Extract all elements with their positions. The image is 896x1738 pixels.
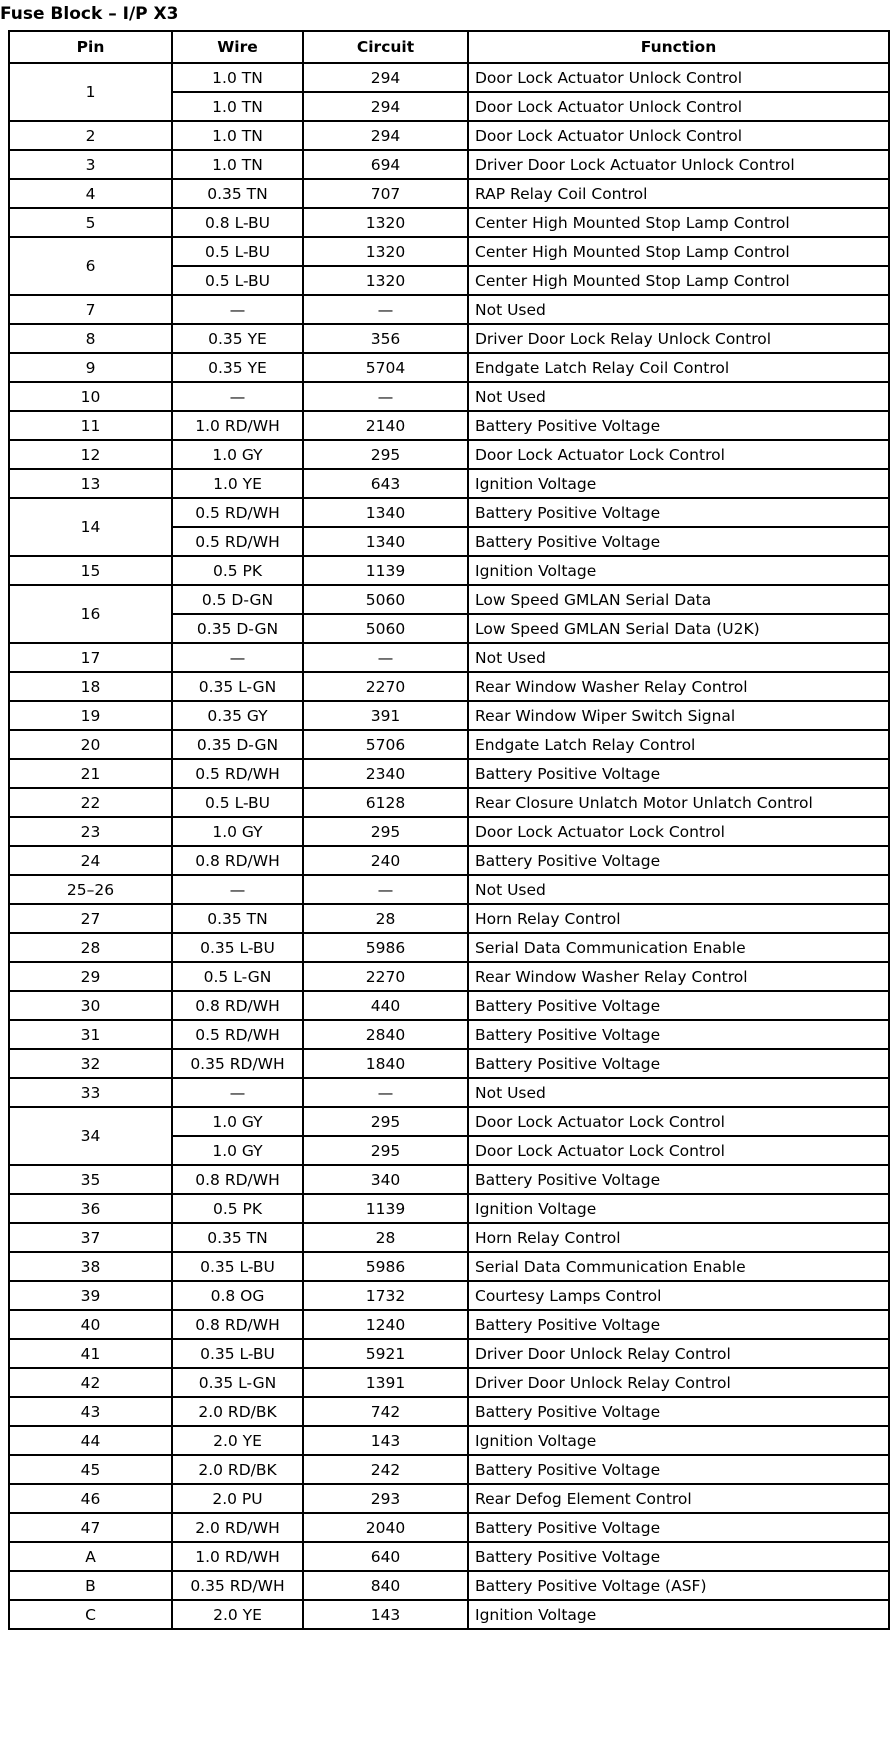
circuit-cell: 5704 (303, 353, 468, 382)
function-cell: Battery Positive Voltage (468, 1542, 889, 1571)
circuit-cell: 840 (303, 1571, 468, 1600)
pin-cell: 3 (9, 150, 172, 179)
wire-cell: 2.0 RD/BK (172, 1397, 303, 1426)
table-row (9, 904, 889, 933)
table-row (9, 121, 889, 150)
table-row (9, 846, 889, 875)
table-row (9, 759, 889, 788)
circuit-cell: 742 (303, 1397, 468, 1426)
circuit-cell: 1139 (303, 1194, 468, 1223)
pin-cell: 4 (9, 179, 172, 208)
wire-cell: 1.0 GY (172, 1107, 303, 1136)
table-row (9, 1455, 889, 1484)
table-row (9, 788, 889, 817)
wire-cell: 0.5 L-BU (172, 266, 303, 295)
wire-cell: 0.5 RD/WH (172, 759, 303, 788)
circuit-cell: 143 (303, 1426, 468, 1455)
wire-cell: 0.5 RD/WH (172, 1020, 303, 1049)
wire-cell: 0.8 RD/WH (172, 991, 303, 1020)
pin-cell: 28 (9, 933, 172, 962)
table-row (9, 1020, 889, 1049)
wire-cell: 0.5 PK (172, 1194, 303, 1223)
circuit-cell: 2340 (303, 759, 468, 788)
header-function: Function (468, 31, 889, 63)
function-cell: Door Lock Actuator Lock Control (468, 817, 889, 846)
table-row (9, 63, 889, 92)
circuit-cell: 356 (303, 324, 468, 353)
table-row (9, 295, 889, 324)
circuit-cell: 242 (303, 1455, 468, 1484)
function-cell: Not Used (468, 382, 889, 411)
circuit-cell: 2840 (303, 1020, 468, 1049)
wire-cell: 1.0 TN (172, 92, 303, 121)
pin-cell: 43 (9, 1397, 172, 1426)
circuit-cell: 694 (303, 150, 468, 179)
pin-cell: 36 (9, 1194, 172, 1223)
circuit-cell: — (303, 1078, 468, 1107)
circuit-cell: 1840 (303, 1049, 468, 1078)
wire-cell: 1.0 GY (172, 1136, 303, 1165)
wire-cell: 1.0 TN (172, 121, 303, 150)
wire-cell: 0.35 D-GN (172, 730, 303, 759)
table-row (9, 1513, 889, 1542)
wire-cell: 0.35 D-GN (172, 614, 303, 643)
pin-cell: 30 (9, 991, 172, 1020)
table-row (9, 1542, 889, 1571)
function-cell: Ignition Voltage (468, 1600, 889, 1629)
wire-cell: 0.5 RD/WH (172, 527, 303, 556)
table-row (9, 382, 889, 411)
table-row (9, 237, 889, 266)
wire-cell: 2.0 YE (172, 1600, 303, 1629)
function-cell: Center High Mounted Stop Lamp Control (468, 266, 889, 295)
function-cell: Rear Defog Element Control (468, 1484, 889, 1513)
function-cell: Rear Closure Unlatch Motor Unlatch Control (468, 788, 889, 817)
function-cell: Center High Mounted Stop Lamp Control (468, 237, 889, 266)
pin-cell: 24 (9, 846, 172, 875)
function-cell: Door Lock Actuator Unlock Control (468, 92, 889, 121)
table-row (9, 1397, 889, 1426)
circuit-cell: 240 (303, 846, 468, 875)
document-title: Fuse Block – I/P X3 (0, 4, 179, 24)
function-cell: Battery Positive Voltage (468, 1513, 889, 1542)
pin-cell: B (9, 1571, 172, 1600)
circuit-cell: 294 (303, 92, 468, 121)
pin-cell: 21 (9, 759, 172, 788)
pin-cell: 46 (9, 1484, 172, 1513)
circuit-cell: 5986 (303, 1252, 468, 1281)
function-cell: Battery Positive Voltage (468, 1049, 889, 1078)
wire-cell: 2.0 YE (172, 1426, 303, 1455)
circuit-cell: 28 (303, 904, 468, 933)
wire-cell: 0.35 YE (172, 353, 303, 382)
function-cell: Low Speed GMLAN Serial Data (468, 585, 889, 614)
pin-cell: 14 (9, 498, 172, 556)
circuit-cell: 2040 (303, 1513, 468, 1542)
pin-cell: 2 (9, 121, 172, 150)
fuse-block-table (8, 30, 890, 1630)
pin-cell: 16 (9, 585, 172, 643)
table-row (9, 353, 889, 382)
table-row (9, 1571, 889, 1600)
wire-cell: 0.8 L-BU (172, 208, 303, 237)
wire-cell: 0.8 RD/WH (172, 846, 303, 875)
pin-cell: 27 (9, 904, 172, 933)
circuit-cell: 5986 (303, 933, 468, 962)
pin-cell: 19 (9, 701, 172, 730)
circuit-cell: — (303, 643, 468, 672)
table-row (9, 875, 889, 904)
function-cell: Driver Door Lock Actuator Unlock Control (468, 150, 889, 179)
wire-cell: 0.5 RD/WH (172, 498, 303, 527)
wire-cell: 0.35 TN (172, 179, 303, 208)
wire-cell: 0.8 RD/WH (172, 1310, 303, 1339)
header-circuit: Circuit (303, 31, 468, 63)
pin-cell: 42 (9, 1368, 172, 1397)
circuit-cell: 1320 (303, 237, 468, 266)
pin-cell: 22 (9, 788, 172, 817)
function-cell: Not Used (468, 875, 889, 904)
function-cell: Not Used (468, 1078, 889, 1107)
circuit-cell: 643 (303, 469, 468, 498)
wire-cell: — (172, 1078, 303, 1107)
circuit-cell: 707 (303, 179, 468, 208)
function-cell: Door Lock Actuator Unlock Control (468, 63, 889, 92)
function-cell: Battery Positive Voltage (468, 498, 889, 527)
table-row (9, 1194, 889, 1223)
table-header-row (9, 31, 889, 63)
function-cell: Battery Positive Voltage (468, 527, 889, 556)
function-cell: Horn Relay Control (468, 1223, 889, 1252)
circuit-cell: 5921 (303, 1339, 468, 1368)
wire-cell: 2.0 RD/BK (172, 1455, 303, 1484)
circuit-cell: 295 (303, 440, 468, 469)
wire-cell: 0.35 YE (172, 324, 303, 353)
wire-cell: — (172, 643, 303, 672)
table-row (9, 1310, 889, 1339)
pin-cell: 40 (9, 1310, 172, 1339)
pin-cell: 1 (9, 63, 172, 121)
table-row (9, 1368, 889, 1397)
table-row (9, 991, 889, 1020)
function-cell: Courtesy Lamps Control (468, 1281, 889, 1310)
function-cell: Not Used (468, 643, 889, 672)
function-cell: Battery Positive Voltage (468, 846, 889, 875)
pin-cell: 37 (9, 1223, 172, 1252)
wire-cell: 0.5 L-BU (172, 237, 303, 266)
table-row (9, 411, 889, 440)
circuit-cell: 5706 (303, 730, 468, 759)
function-cell: Battery Positive Voltage (ASF) (468, 1571, 889, 1600)
wire-cell: 0.35 TN (172, 904, 303, 933)
circuit-cell: 295 (303, 1136, 468, 1165)
circuit-cell: — (303, 295, 468, 324)
pin-cell: 13 (9, 469, 172, 498)
wire-cell: 0.5 D-GN (172, 585, 303, 614)
function-cell: Door Lock Actuator Lock Control (468, 1136, 889, 1165)
function-cell: Battery Positive Voltage (468, 1310, 889, 1339)
wire-cell: 0.5 L-BU (172, 788, 303, 817)
wire-cell: 1.0 TN (172, 63, 303, 92)
function-cell: Door Lock Actuator Unlock Control (468, 121, 889, 150)
function-cell: Battery Positive Voltage (468, 1165, 889, 1194)
table-row (9, 1078, 889, 1107)
function-cell: Ignition Voltage (468, 1426, 889, 1455)
function-cell: Driver Door Unlock Relay Control (468, 1339, 889, 1368)
pin-cell: 39 (9, 1281, 172, 1310)
wire-cell: 1.0 YE (172, 469, 303, 498)
function-cell: Rear Window Washer Relay Control (468, 672, 889, 701)
pin-cell: 10 (9, 382, 172, 411)
pin-cell: 6 (9, 237, 172, 295)
wire-cell: 1.0 GY (172, 440, 303, 469)
circuit-cell: 293 (303, 1484, 468, 1513)
wire-cell: 0.35 L-BU (172, 1339, 303, 1368)
wire-cell: 0.35 TN (172, 1223, 303, 1252)
table-row (9, 1252, 889, 1281)
function-cell: Endgate Latch Relay Control (468, 730, 889, 759)
table-row (9, 556, 889, 585)
function-cell: Serial Data Communication Enable (468, 933, 889, 962)
table-row (9, 1281, 889, 1310)
table-row (9, 150, 889, 179)
circuit-cell: 1340 (303, 498, 468, 527)
pin-cell: 38 (9, 1252, 172, 1281)
circuit-cell: 5060 (303, 585, 468, 614)
pin-cell: 12 (9, 440, 172, 469)
circuit-cell: 2270 (303, 672, 468, 701)
circuit-cell: 294 (303, 121, 468, 150)
function-cell: Battery Positive Voltage (468, 1455, 889, 1484)
function-cell: Battery Positive Voltage (468, 1020, 889, 1049)
table-row (9, 440, 889, 469)
circuit-cell: 2270 (303, 962, 468, 991)
wire-cell: 1.0 GY (172, 817, 303, 846)
wire-cell: 2.0 PU (172, 1484, 303, 1513)
pin-cell: 8 (9, 324, 172, 353)
circuit-cell: 143 (303, 1600, 468, 1629)
circuit-cell: 1732 (303, 1281, 468, 1310)
circuit-cell: 440 (303, 991, 468, 1020)
function-cell: Rear Window Washer Relay Control (468, 962, 889, 991)
wire-cell: 0.35 GY (172, 701, 303, 730)
function-cell: Ignition Voltage (468, 556, 889, 585)
circuit-cell: 28 (303, 1223, 468, 1252)
wire-cell: 1.0 RD/WH (172, 1542, 303, 1571)
pin-cell: 45 (9, 1455, 172, 1484)
circuit-cell: 295 (303, 1107, 468, 1136)
table-row (9, 498, 889, 527)
table-row (9, 962, 889, 991)
table-row (9, 1165, 889, 1194)
circuit-cell: 2140 (303, 411, 468, 440)
table-row (9, 643, 889, 672)
function-cell: Ignition Voltage (468, 1194, 889, 1223)
function-cell: Door Lock Actuator Lock Control (468, 440, 889, 469)
function-cell: Ignition Voltage (468, 469, 889, 498)
pin-cell: 47 (9, 1513, 172, 1542)
circuit-cell: 391 (303, 701, 468, 730)
circuit-cell: 1340 (303, 527, 468, 556)
table-row (9, 817, 889, 846)
pin-cell: 18 (9, 672, 172, 701)
table-row (9, 324, 889, 353)
wire-cell: — (172, 875, 303, 904)
wire-cell: 2.0 RD/WH (172, 1513, 303, 1542)
circuit-cell: 294 (303, 63, 468, 92)
circuit-cell: 1320 (303, 266, 468, 295)
function-cell: Not Used (468, 295, 889, 324)
wire-cell: 0.8 RD/WH (172, 1165, 303, 1194)
table-row (9, 672, 889, 701)
function-cell: Low Speed GMLAN Serial Data (U2K) (468, 614, 889, 643)
wire-cell: 0.35 L-GN (172, 672, 303, 701)
wire-cell: 0.35 L-BU (172, 1252, 303, 1281)
function-cell: Battery Positive Voltage (468, 411, 889, 440)
circuit-cell: 1240 (303, 1310, 468, 1339)
wire-cell: — (172, 295, 303, 324)
table-row (9, 1426, 889, 1455)
function-cell: Rear Window Wiper Switch Signal (468, 701, 889, 730)
pin-cell: 15 (9, 556, 172, 585)
pin-cell: 17 (9, 643, 172, 672)
pin-cell: 32 (9, 1049, 172, 1078)
pin-cell: 44 (9, 1426, 172, 1455)
circuit-cell: 1391 (303, 1368, 468, 1397)
pin-cell: 9 (9, 353, 172, 382)
circuit-cell: 1139 (303, 556, 468, 585)
function-cell: Endgate Latch Relay Coil Control (468, 353, 889, 382)
header-pin: Pin (9, 31, 172, 63)
pin-cell: 29 (9, 962, 172, 991)
function-cell: Center High Mounted Stop Lamp Control (468, 208, 889, 237)
wire-cell: — (172, 382, 303, 411)
table-row (9, 585, 889, 614)
table-row (9, 1107, 889, 1136)
function-cell: Driver Door Unlock Relay Control (468, 1368, 889, 1397)
table-row (9, 730, 889, 759)
wire-cell: 0.35 L-BU (172, 933, 303, 962)
circuit-cell: 640 (303, 1542, 468, 1571)
table-row (9, 701, 889, 730)
pin-cell: 31 (9, 1020, 172, 1049)
wire-cell: 1.0 RD/WH (172, 411, 303, 440)
pin-cell: 7 (9, 295, 172, 324)
pin-cell: 41 (9, 1339, 172, 1368)
wire-cell: 0.5 L-GN (172, 962, 303, 991)
function-cell: Battery Positive Voltage (468, 759, 889, 788)
wire-cell: 1.0 TN (172, 150, 303, 179)
wire-cell: 0.35 RD/WH (172, 1571, 303, 1600)
pin-cell: 34 (9, 1107, 172, 1165)
function-cell: Door Lock Actuator Lock Control (468, 1107, 889, 1136)
table-row (9, 1600, 889, 1629)
circuit-cell: 6128 (303, 788, 468, 817)
function-cell: Horn Relay Control (468, 904, 889, 933)
pin-cell: C (9, 1600, 172, 1629)
pin-cell: 25–26 (9, 875, 172, 904)
wire-cell: 0.8 OG (172, 1281, 303, 1310)
pin-cell: 20 (9, 730, 172, 759)
wire-cell: 0.35 L-GN (172, 1368, 303, 1397)
circuit-cell: — (303, 382, 468, 411)
header-wire: Wire (172, 31, 303, 63)
table-row (9, 1223, 889, 1252)
function-cell: Driver Door Lock Relay Unlock Control (468, 324, 889, 353)
function-cell: RAP Relay Coil Control (468, 179, 889, 208)
function-cell: Battery Positive Voltage (468, 991, 889, 1020)
table-body (9, 63, 889, 1629)
circuit-cell: 340 (303, 1165, 468, 1194)
function-cell: Serial Data Communication Enable (468, 1252, 889, 1281)
pin-cell: 11 (9, 411, 172, 440)
circuit-cell: 5060 (303, 614, 468, 643)
pin-cell: 35 (9, 1165, 172, 1194)
circuit-cell: — (303, 875, 468, 904)
table-row (9, 1049, 889, 1078)
pin-cell: 5 (9, 208, 172, 237)
pin-cell: 33 (9, 1078, 172, 1107)
wire-cell: 0.35 RD/WH (172, 1049, 303, 1078)
table-row (9, 933, 889, 962)
wire-cell: 0.5 PK (172, 556, 303, 585)
table-row (9, 208, 889, 237)
pin-cell: 23 (9, 817, 172, 846)
table-row (9, 469, 889, 498)
pin-cell: A (9, 1542, 172, 1571)
table-row (9, 179, 889, 208)
circuit-cell: 1320 (303, 208, 468, 237)
table-row (9, 1484, 889, 1513)
circuit-cell: 295 (303, 817, 468, 846)
table-row (9, 1339, 889, 1368)
function-cell: Battery Positive Voltage (468, 1397, 889, 1426)
